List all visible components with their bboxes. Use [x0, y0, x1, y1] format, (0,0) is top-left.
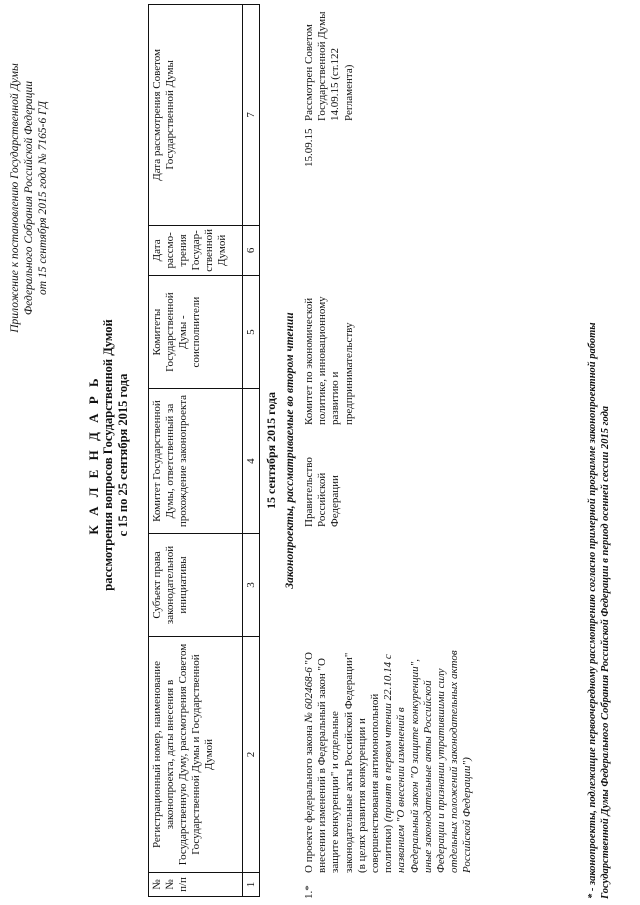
appendix-line-3: от 15 сентября 2015 года № 7165-6 ГД: [37, 101, 49, 295]
title-line-3: с 15 по 25 сентября 2015 года: [116, 373, 130, 537]
header-col-2: Регистрационный номер, наименование законопроекта, даты внесения в Государственную Думу, рассмотрения Советом Государственной Думы и Государственной Думой: [149, 637, 243, 873]
row-number: 1.*: [303, 885, 315, 899]
duma-review-date: 15.09.15: [303, 128, 315, 167]
title-line-2: рассмотрения вопросов Государственной Думой: [101, 319, 115, 591]
section-heading: Законопроекты, рассматриваемые во втором чтении: [284, 312, 296, 589]
title-calendar: К А Л Е Н Д А Р Ь: [86, 375, 101, 535]
appendix-line-2: Федерального Собрания Российской Федерации: [23, 80, 35, 316]
col-number-4: 4: [243, 389, 260, 533]
appendix-line-1: Приложение к постановлению Государственной Думы: [9, 63, 21, 333]
bill-purpose: (в целях развития конкуренции и совершенствования антимонопольной политики): [355, 693, 395, 873]
header-col-6: Дата рассмо- трения Государ- ственной Думой: [149, 225, 243, 275]
col-number-5: 5: [243, 275, 260, 388]
responsible-committee: Комитет по экономической политике, инновационному развитию и предпринимательству: [303, 296, 355, 425]
header-col-1: №№ п/п: [149, 872, 243, 896]
header-col-5: Комитеты Государственной Думы - соисполнители: [149, 275, 243, 388]
bill-title: "О внесении изменений в Федеральный закон "О защите конкуренции" и отдельные законодательные акты Российской Федерации": [303, 652, 355, 873]
col-number-1: 1: [243, 872, 260, 896]
header-col-4: Комитет Государственной Думы, ответственный за прохождение законопроекта: [149, 389, 243, 533]
col-number-7: 7: [243, 5, 260, 226]
calendar-table-header: [148, 4, 260, 897]
bill-first-reading-note: (принят в первом чтении 22.10.14 с названием "О внесении изменений в Федеральный закон "О защите конкуренции", иные законодательные акты Российской Федерации и признании утратившими силу отдельных положений законодательных актов Российской Федерации"): [382, 650, 474, 873]
council-review-status: Рассмотрен Советом Государственной Думы 14.09.15 (ст.122 Регламента): [303, 11, 355, 121]
bill-description: [303, 647, 475, 873]
col-number-3: 3: [243, 533, 260, 636]
header-col-3: Субъект права законодательной инициативы: [149, 533, 243, 636]
bill-intro: О проекте федерального закона: [303, 725, 315, 873]
footnote: [586, 9, 612, 899]
col-number-6: 6: [243, 225, 260, 275]
initiative-subject: Правительство Российской Федерации: [303, 457, 342, 527]
footnote-line-1: * - законопроекты, подлежащие первоочередному рассмотрению согласно примерной программе законопроектной работы: [587, 322, 598, 899]
footnote-line-2: Государственной Думы Федерального Собрания Российской Федерации в период осенней сессии 2015 года: [600, 405, 611, 899]
date-heading: 15 сентября 2015 года: [264, 392, 278, 509]
document-title: [86, 295, 131, 615]
bill-number: № 602468-6: [303, 667, 315, 723]
col-number-2: 2: [243, 637, 260, 873]
appendix-note: [8, 18, 50, 378]
header-col-7: Дата рассмотрения Советом Государственной Думы: [149, 5, 243, 226]
